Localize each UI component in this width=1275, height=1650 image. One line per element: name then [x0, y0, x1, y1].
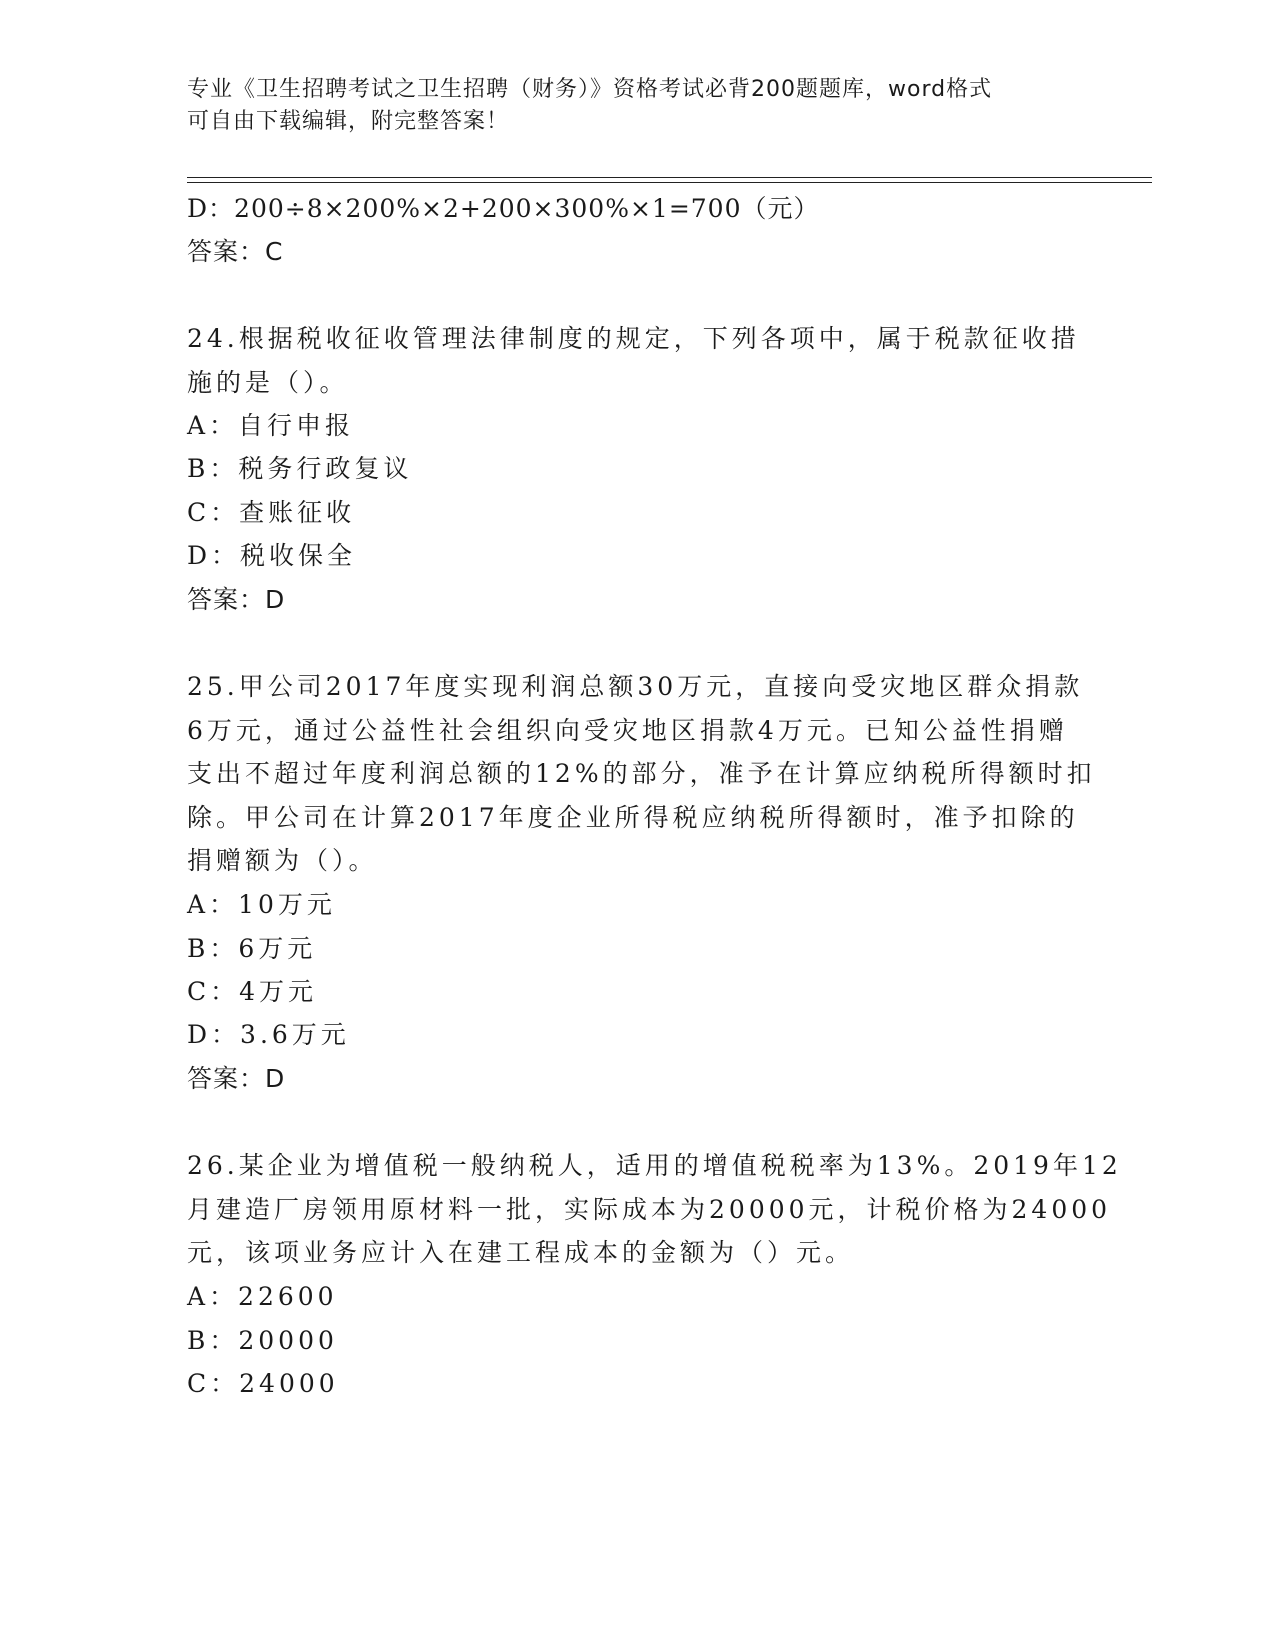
- q25-option-a: A：10万元: [187, 890, 336, 919]
- q26-option-c: C：24000: [187, 1369, 339, 1398]
- q25-stem-line-5: 捐赠额为（）。: [187, 846, 378, 875]
- q24-stem-line-1: 24.根据税收征收管理法律制度的规定，下列各项中，属于税款征收措: [187, 324, 1080, 353]
- q25-option-d: D：3.6万元: [187, 1020, 350, 1049]
- q24-answer: 答案：D: [187, 585, 286, 614]
- q26-stem-line-1: 26.某企业为增值税一般纳税人，适用的增值税税率为13%。2019年12: [187, 1151, 1122, 1180]
- header-line-2: 可自由下载编辑，附完整答案！: [187, 109, 510, 134]
- q26-stem-line-2: 月建造厂房领用原材料一批，实际成本为20000元，计税价格为24000: [187, 1195, 1112, 1224]
- q24-option-c: C：查账征收: [187, 498, 356, 527]
- prev-option-d: D：200÷8×200%×2+200×300%×1=700（元）: [187, 194, 820, 223]
- q24-option-a: A：自行申报: [187, 411, 355, 440]
- q25-stem-line-2: 6万元，通过公益性社会组织向受灾地区捐款4万元。已知公益性捐赠: [187, 716, 1068, 745]
- q24-stem-line-2: 施的是（）。: [187, 368, 349, 397]
- header-line-1: 专业《卫生招聘考试之卫生招聘（财务）》资格考试必背200题题库，word格式: [187, 77, 993, 102]
- q25-stem-line-1: 25.甲公司2017年度实现利润总额30万元，直接向受灾地区群众捐款: [187, 672, 1084, 701]
- q26-stem-line-3: 元，该项业务应计入在建工程成本的金额为（）元。: [187, 1238, 855, 1267]
- q24-option-b: B：税务行政复议: [187, 454, 413, 483]
- prev-answer: 答案：C: [187, 237, 284, 266]
- q26-option-b: B：20000: [187, 1326, 338, 1355]
- q25-stem-line-4: 除。甲公司在计算2017年度企业所得税应纳税所得额时，准予扣除的: [187, 803, 1079, 832]
- q25-option-b: B：6万元: [187, 934, 317, 963]
- q25-option-c: C：4万元: [187, 977, 318, 1006]
- q24-option-d: D：税收保全: [187, 541, 357, 570]
- q26-option-a: A：22600: [187, 1282, 338, 1311]
- header-divider-top: [187, 177, 1152, 178]
- header-divider-bottom: [187, 182, 1152, 183]
- q25-stem-line-3: 支出不超过年度利润总额的12%的部分，准予在计算应纳税所得额时扣: [187, 759, 1096, 788]
- document-header: [187, 74, 1107, 138]
- q25-answer: 答案：D: [187, 1064, 286, 1093]
